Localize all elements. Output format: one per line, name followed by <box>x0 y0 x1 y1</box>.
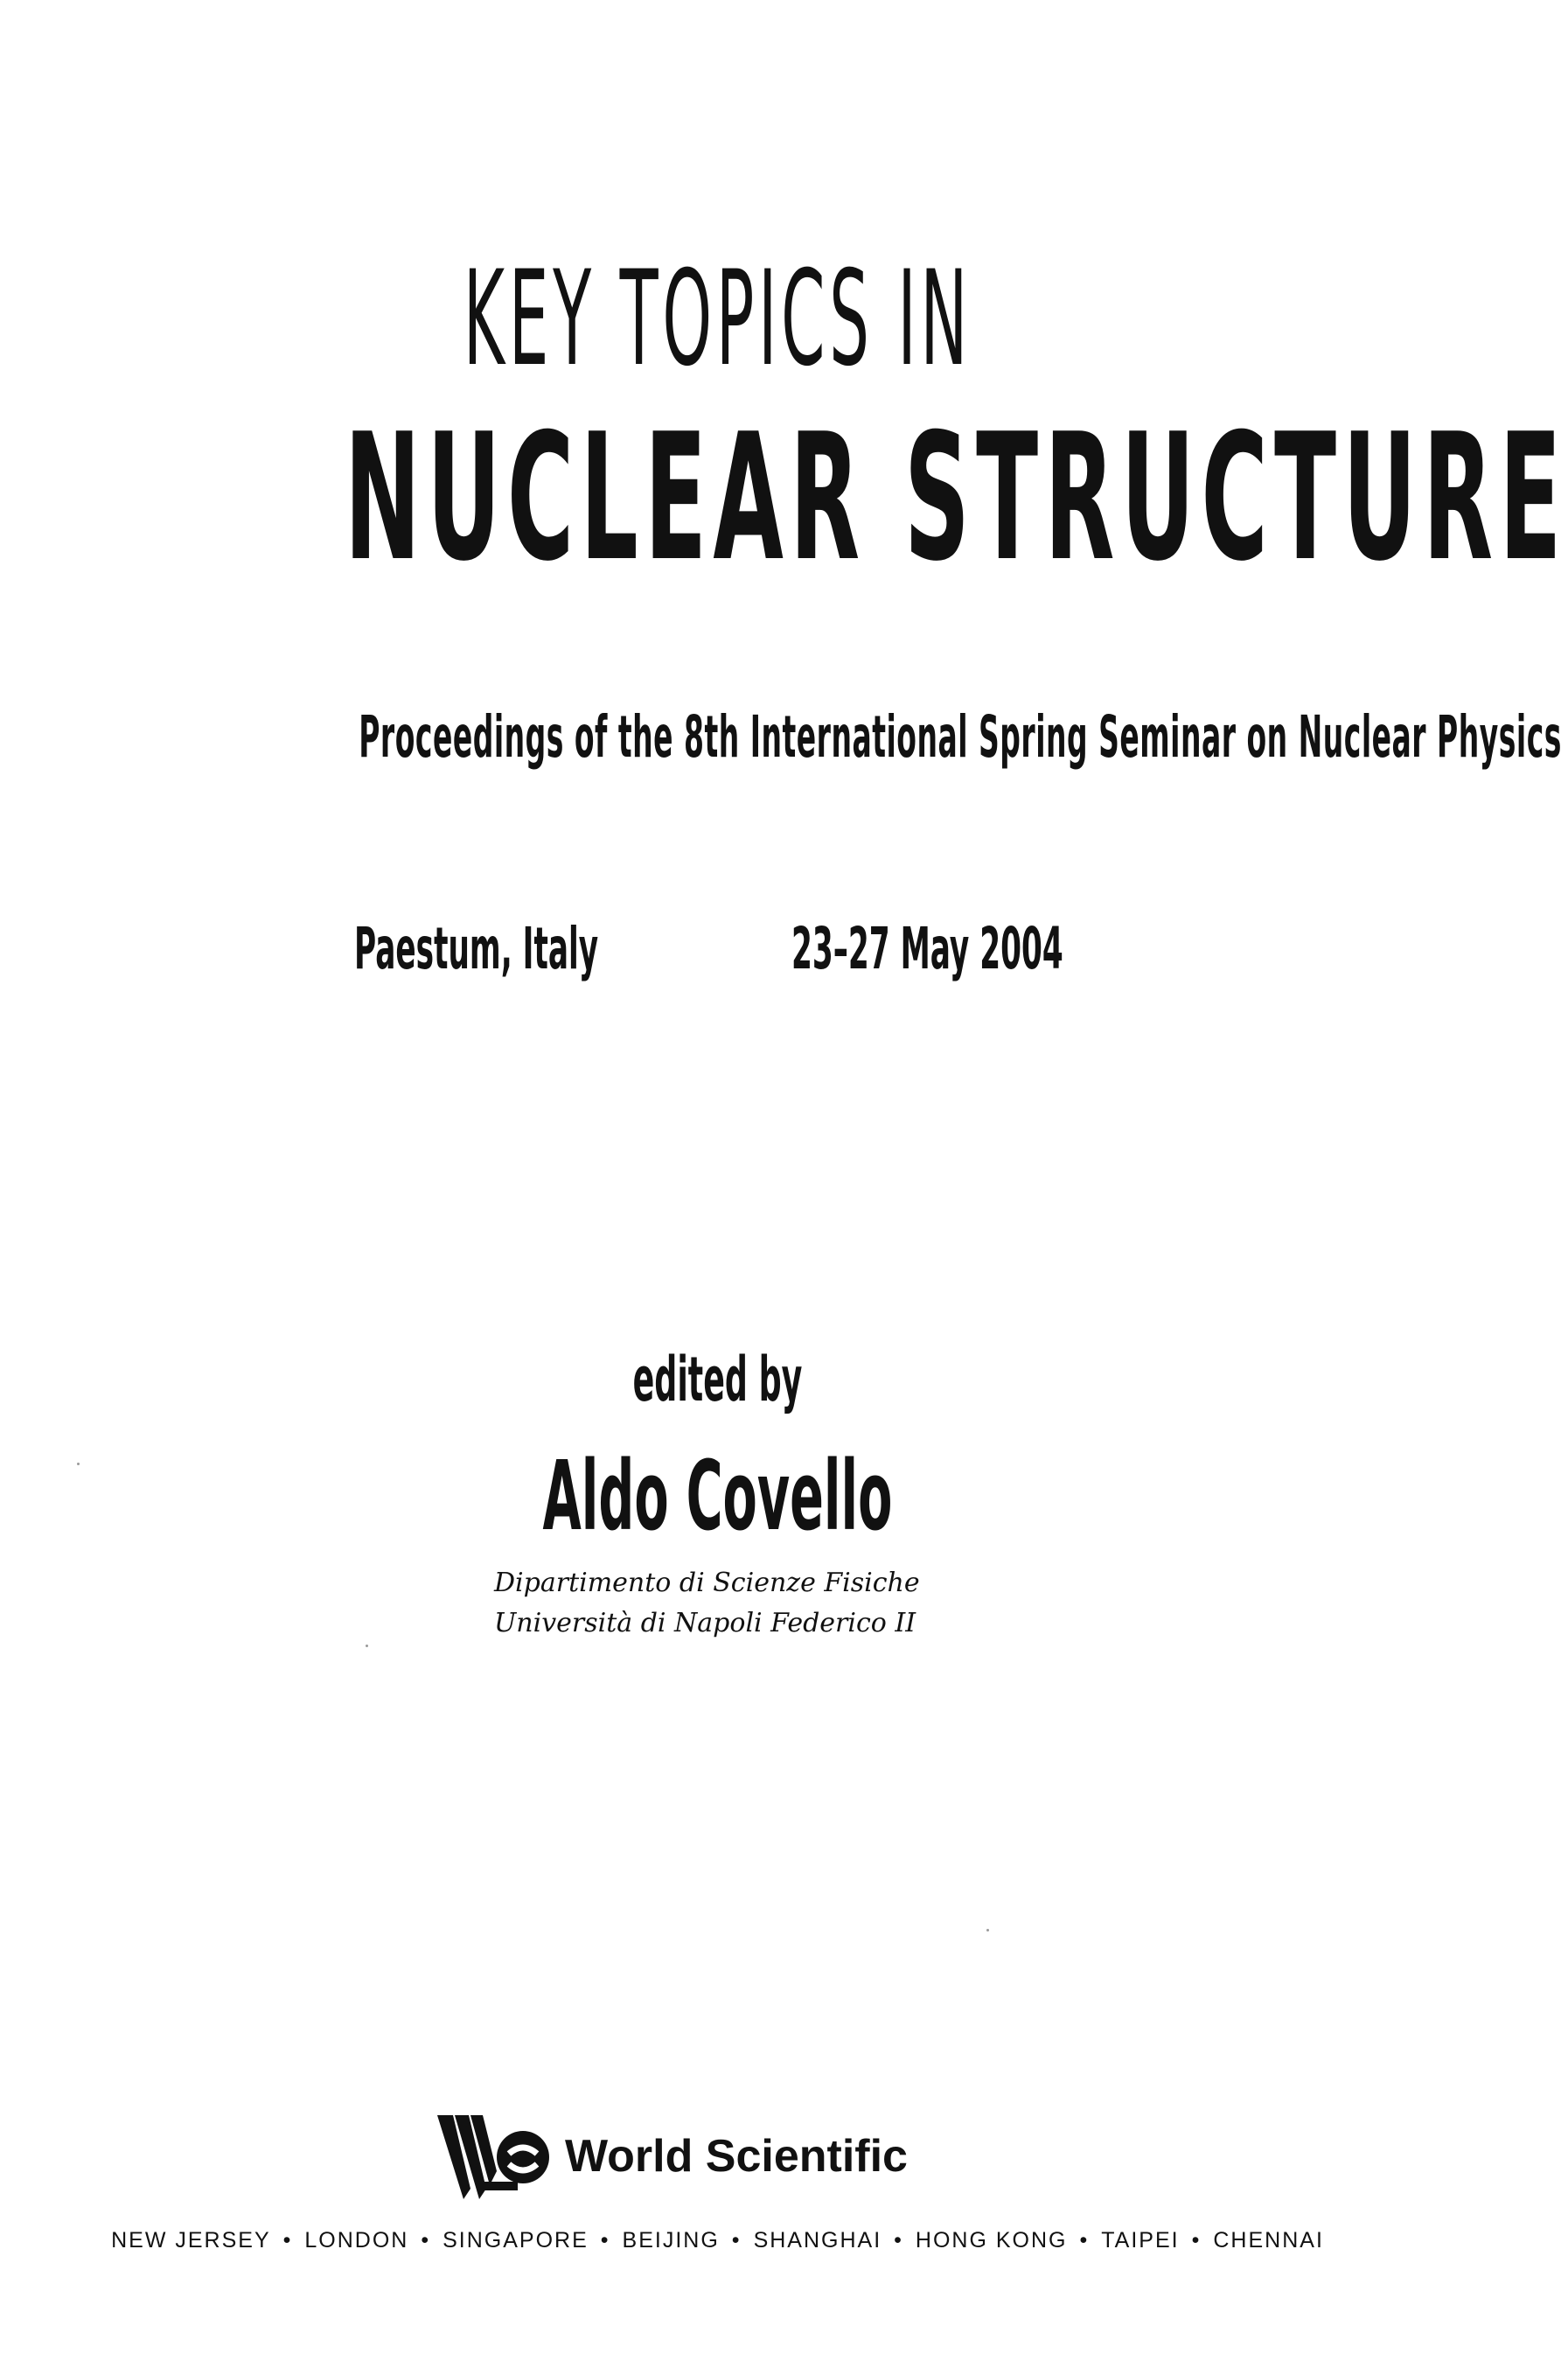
world-scientific-logo-icon <box>429 2108 560 2204</box>
publisher-name: World Scientific <box>565 2131 908 2182</box>
publisher-block <box>429 2108 908 2204</box>
city: NEW JERSEY <box>111 2228 271 2253</box>
event-dates: 23–27 May 2004 <box>791 915 1063 982</box>
bullet-separator: • <box>894 2228 903 2253</box>
bullet-separator: • <box>282 2228 293 2253</box>
city: HONG KONG <box>915 2228 1068 2253</box>
editor-affiliation-line-1: Dipartimento di Scienze Fisiche <box>494 1568 920 1598</box>
editor-affiliation-line-2: Università di Napoli Federico II <box>494 1608 916 1638</box>
scan-speck <box>77 1463 80 1465</box>
bullet-separator: • <box>731 2228 742 2253</box>
title-line-2: NUCLEAR STRUCTURE <box>344 396 1568 600</box>
title-line-1: KEY TOPICS IN <box>463 243 972 395</box>
subtitle: Proceedings of the 8th International Spring Seminar on Nuclear Physics <box>359 703 1562 771</box>
city: BEIJING <box>622 2228 720 2253</box>
bullet-separator: • <box>1191 2228 1202 2253</box>
city: SINGAPORE <box>443 2228 589 2253</box>
scan-speck <box>986 1929 989 1931</box>
bullet-separator: • <box>1079 2228 1090 2253</box>
bullet-separator: • <box>421 2228 431 2253</box>
city: TAIPEI <box>1101 2228 1180 2253</box>
publisher-cities <box>0 2227 1435 2253</box>
city: LONDON <box>304 2228 409 2253</box>
city: CHENNAI <box>1213 2228 1324 2253</box>
scan-speck <box>366 1645 368 1647</box>
bullet-separator: • <box>600 2228 610 2253</box>
event-place: Paestum, Italy <box>354 915 599 982</box>
edited-by-label: edited by <box>632 1344 803 1415</box>
city: SHANGHAI <box>753 2228 882 2253</box>
editor-name: Aldo Covello <box>542 1440 893 1552</box>
